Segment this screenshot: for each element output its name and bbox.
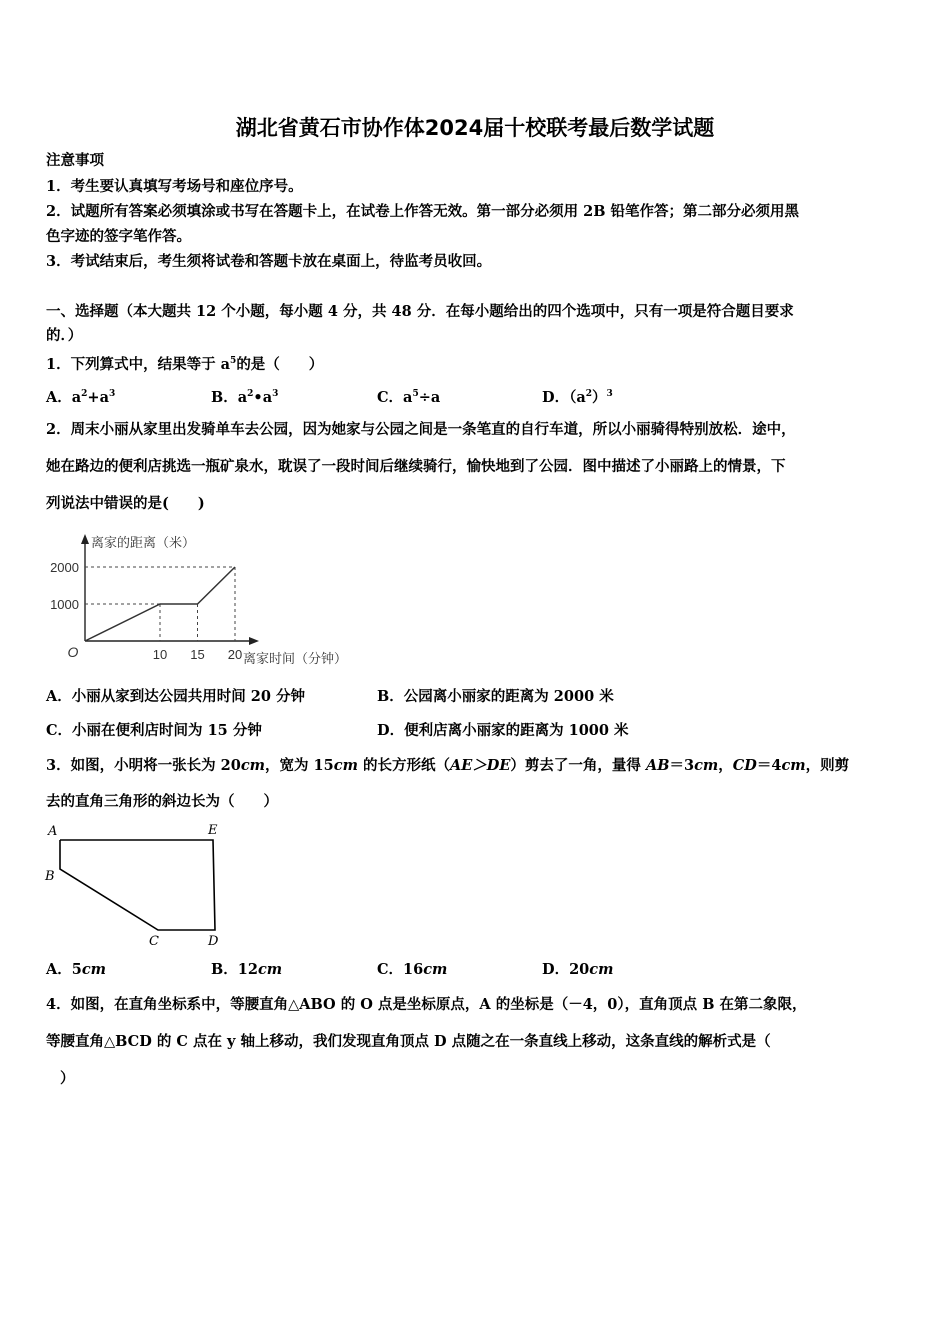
question-3-stem-cont: 去的直角三角形的斜边长为（ ） (46, 793, 278, 810)
q3-option-b: B．12cm (211, 961, 283, 978)
y-tick-label: 2000 (50, 560, 79, 575)
label-b: B (45, 869, 55, 884)
notice-heading: 注意事项 (46, 152, 104, 169)
notice-item: 3．考试结束后，考生须将试卷和答题卡放在桌面上，待监考员收回。 (46, 253, 492, 270)
q1-option-c: C．$a^5\div a$ (377, 388, 441, 406)
cut-rectangle-figure (40, 818, 240, 954)
notice-item: 2．试题所有答案必须填涂或书写在答题卡上，在试卷上作答无效。第一部分必须用 2B 铅笔作答；第二部分必须用黑 (46, 203, 800, 220)
x-tick-label: 15 (190, 647, 205, 662)
q3-option-c: C．16cm (377, 961, 448, 978)
q1-option-d: D．$(a^2)^3$ (542, 388, 613, 406)
y-axis-arrow (81, 534, 89, 544)
notice-item: 色字迹的签字笔作答。 (46, 228, 191, 245)
label-c: C (149, 934, 159, 949)
notice-item: 1．考生要认真填写考场号和座位序号。 (46, 178, 303, 195)
section-heading: 一、选择题（本大题共 12 个小题，每小题 4 分，共 48 分．在每小题给出的四个选项中，只有一项是符合题目要求 (46, 303, 794, 320)
q2-option-d: D．便利店离小丽家的距离为 1000 米 (377, 722, 629, 739)
q3-option-a: A．5cm (46, 961, 107, 978)
q1-option-a: A．$a^2+a^3$ (46, 388, 116, 406)
x-tick-label: 10 (152, 647, 168, 662)
origin-label: O (67, 644, 79, 660)
x-axis-label: 离家时间（分钟） (243, 651, 348, 666)
question-2-stem-cont: 她在路边的便利店挑选一瓶矿泉水，耽误了一段时间后继续骑行，愉快地到了公园．图中描述了小丽路上的情景，下 (46, 458, 786, 475)
y-tick-label: 1000 (50, 597, 79, 612)
question-3-stem: 3．如图，小明将一张长为 20cm，宽为 15cm 的长方形纸（AE＞DE）剪去了一角，量得 AB＝3cm，CD＝4cm，则剪 (46, 757, 850, 774)
label-d: D (208, 934, 219, 949)
label-e: E (208, 823, 218, 838)
x-tick-label: 20 (227, 647, 243, 662)
q2-option-b: B．公园离小丽家的距离为 2000 米 (377, 688, 614, 705)
question-4-stem-cont: 等腰直角△BCD 的 C 点在 y 轴上移动，我们发现直角顶点 D 点随之在一条直线上移动，这条直线的解析式是（ (46, 1033, 771, 1050)
q2-option-a: A．小丽从家到达公园共用时间 20 分钟 (46, 688, 306, 705)
label-a: A (48, 824, 58, 839)
q3-option-d: D．20cm (542, 961, 614, 978)
distance-time-chart (40, 530, 400, 670)
question-2-stem: 2．周末小丽从家里出发骑单车去公园，因为她家与公园之间是一条笔直的自行车道，所以小丽骑得特别放松．途中， (46, 421, 796, 438)
page-title: 湖北省黄石市协作体2024届十校联考最后数学试题 (235, 116, 715, 140)
q1-option-b: B．$a^2•a^3$ (211, 388, 279, 406)
question-2-stem-cont: 列说法中错误的是( ) (46, 495, 205, 512)
question-1-stem: 1．下列算式中，结果等于 $a^5$的是（ ） (46, 355, 324, 373)
question-4-stem-cont: ） (60, 1070, 75, 1087)
cut-rectangle-outline (60, 840, 215, 930)
question-4-stem: 4．如图，在直角坐标系中，等腰直角△ABO 的 O 点是坐标原点，A 的坐标是（－4，0），直角顶点 B 在第二象限， (46, 996, 807, 1013)
q2-option-c: C．小丽在便利店时间为 15 分钟 (46, 722, 262, 739)
y-axis-label: 离家的距离（米） (91, 535, 196, 550)
section-heading-cont: 的．） (46, 327, 83, 344)
x-axis-arrow (249, 637, 259, 645)
